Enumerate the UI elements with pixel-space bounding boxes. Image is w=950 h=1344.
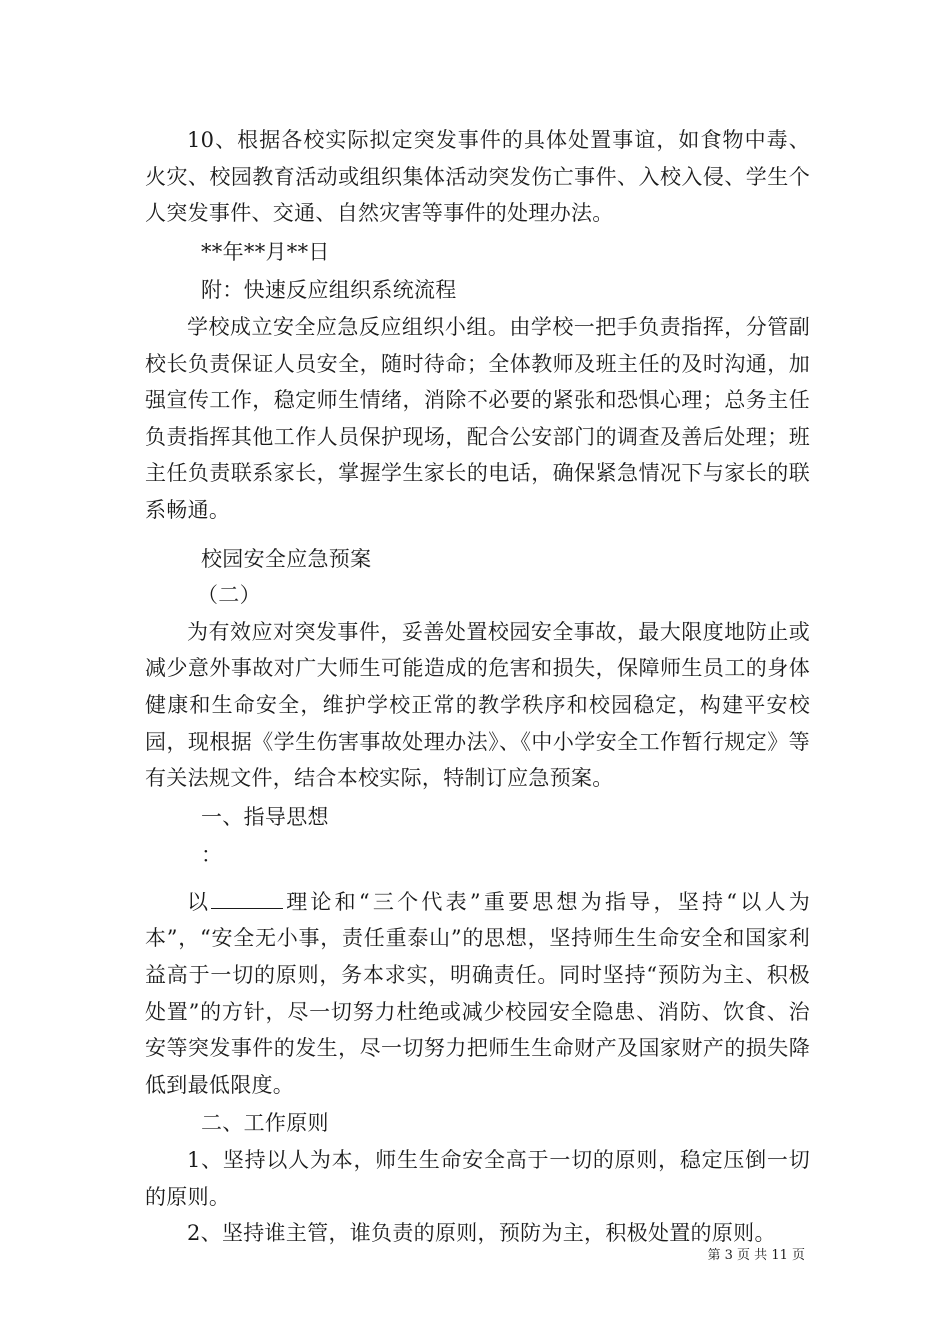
- document-body: [145, 122, 810, 1252]
- plan-title: 校园安全应急预案: [201, 546, 372, 571]
- appendix-title: 附：快速反应组织系统流程: [201, 278, 457, 303]
- guiding-prefix: 以: [187, 889, 212, 914]
- para-principle-1: 1、坚持以人为本，师生生命安全高于一切的原则，稳定压倒一切的原则。: [145, 1148, 810, 1209]
- para-purpose: 为有效应对突发事件，妥善处置校园安全事故，最大限度地防止或减少意外事故对广大师生可能造成的危害和损失，保障师生员工的身体健康和生命安全，维护学校正常的教学秩序和校园稳定，构建平安校园，现根据《学生伤害事故处理办法》、《中小学安全工作暂行规定》等有关法规文件，结合本校实际，特制订应急预案。: [145, 619, 810, 791]
- blank-underline: [211, 890, 283, 909]
- date-line: **年**月**日: [201, 239, 330, 264]
- plan-number: （二）: [197, 583, 261, 608]
- para-org-group: 学校成立安全应急反应组织小组。由学校一把手负责指挥，分管副校长负责保证人员安全，随时待命；全体教师及班主任的及时沟通，加强宣传工作，稳定师生情绪，消除不必要的紧张和恐惧心理；总务主任负责指挥其他工作人员保护现场，配合公安部门的调查及善后处理；班主任负责联系家长，掌握学生家长的电话，确保紧急情况下与家长的联系畅通。: [145, 314, 810, 522]
- para-10-disposal: 10、根据各校实际拟定突发事件的具体处置事谊，如食物中毒、火灾、校园教育活动或组织集体活动突发伤亡事件、入校入侵、学生个人突发事件、交通、自然灾害等事件的处理办法。: [145, 128, 810, 226]
- page-footer: 第 3 页 共 11 页: [707, 1248, 805, 1263]
- heading-guiding-thought: 一、指导思想: [201, 804, 329, 829]
- heading-work-principles: 二、工作原则: [201, 1111, 329, 1136]
- colon-line: ：: [201, 843, 223, 868]
- guiding-text: 理论和“三个代表”重要思想为指导，坚持“以人为本”，“安全无小事，责任重泰山”的思想，坚持师生生命安全和国家利益高于一切的原则，务本求实，明确责任。同时坚持“预防为主、积极处置”的方针，尽一切努力杜绝或减少校园安全隐患、消防、饮食、治安等突发事件的发生，尽一切努力把师生生命财产及国家财产的损失降低到最低限度。: [145, 889, 810, 1097]
- para-principle-2: 2、坚持谁主管，谁负责的原则，预防为主，积极处置的原则。: [187, 1221, 776, 1246]
- para-guiding-thought: [145, 884, 810, 1104]
